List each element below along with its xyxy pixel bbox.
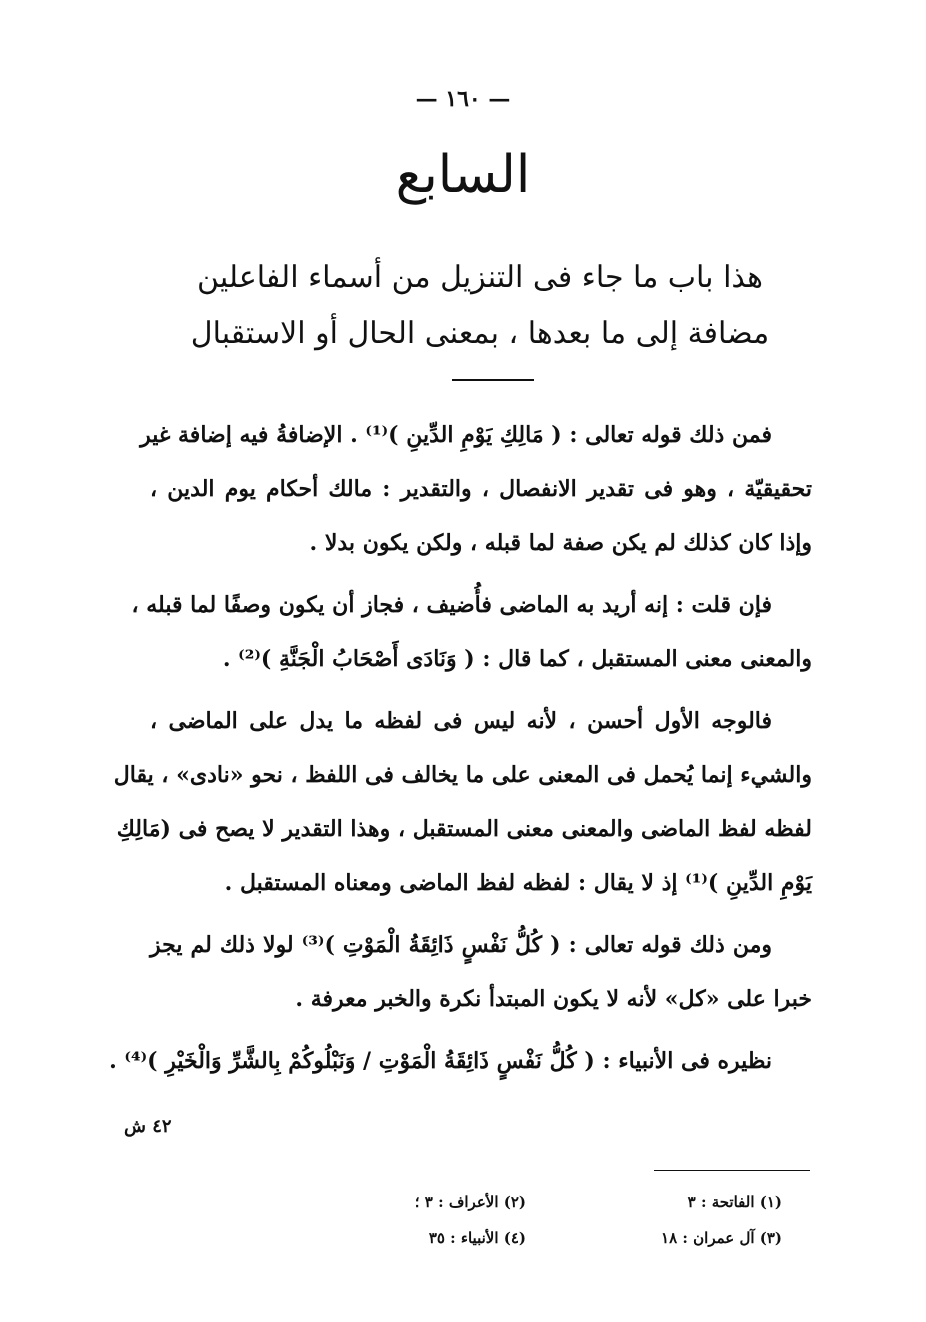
text-line: تحقيقيّة ، وهو فى تقدير الانفصال ، والتقدير : مالك أحكام يوم الدين ، [150,476,812,502]
text-line: فإن قلت : إنه أريد به الماضى فأُضيف ، فجاز أن يكون وصفًا لما قبله ، [131,592,772,618]
paragraph-5 [109,1034,812,1088]
footnotes [330,1184,782,1256]
text-line: يَوْمِ الدِّينِ )⁽¹⁾ إذ لا يقال : لفظه لفظ الماضى ومعناه المستقبل . [224,870,812,896]
text-line: فالوجه الأول أحسن ، لأنه ليس فى لفظه ما يدل على الماضى ، [150,708,772,734]
marginal-note: ٤٢ ش [124,1116,172,1137]
footnote-4: (٤) الأنبياء : ٣٥ [428,1229,526,1247]
body-text [109,408,812,1088]
section-heading [150,250,810,362]
text-line: لفظه لفظ الماضى والمعنى معنى المستقبل ، وهذا التقدير لا يصح فى (مَالِكِ [116,816,812,842]
footnote-divider [654,1170,810,1171]
paragraph-4 [150,918,812,1026]
footnote-3: (٣) آل عمران : ١٨ [661,1229,782,1247]
text-line: فمن ذلك قوله تعالى : ( مَالِكِ يَوْمِ الدِّينِ )⁽¹⁾ . الإضافةُ فيه إضافة غير [140,422,772,448]
paragraph-2 [131,578,812,686]
page-number: — ١٦٠ — [415,86,511,112]
paragraph-3 [113,694,812,910]
text-line: والشيء إنما يُحمل فى المعنى على ما يخالف فى اللفظ ، نحو «نادى» ، يقال [113,762,812,788]
chapter-title: السابع [395,145,531,205]
text-line: نظيره فى الأنبياء : ( كُلُّ نَفْسٍ ذَائِقَةُ الْمَوْتِ / وَنَبْلُوكُمْ بِالشَّرِّ وَالْخَيْرِ )⁽⁴⁾ . [109,1048,772,1074]
heading-divider [452,379,534,381]
section-heading-line-1: هذا باب ما جاء فى التنزيل من أسماء الفاعلين [197,260,763,295]
section-heading-line-2: مضافة إلى ما بعدها ، بمعنى الحال أو الاستقبال [190,316,770,351]
text-line: والمعنى معنى المستقبل ، كما قال : ( وَنَادَى أَصْحَابُ الْجَنَّةِ )⁽²⁾ . [222,646,812,672]
paragraph-1 [140,408,812,570]
text-line: خبرا على «كل» لأنه لا يكون المبتدأ نكرة والخبر معرفة . [295,986,812,1012]
footnote-1: (١) الفاتحة : ٣ [687,1193,782,1211]
footnote-2: (٢) الأعراف : ٣ ؛ [414,1193,526,1211]
text-line: ومن ذلك قوله تعالى : ( كُلُّ نَفْسٍ ذَائِقَةُ الْمَوْتِ )⁽³⁾ لولا ذلك لم يجز [150,932,773,958]
text-line: وإذا كان كذلك لم يكن صفة لما قبله ، ولكن يكون بدلا . [309,530,812,556]
